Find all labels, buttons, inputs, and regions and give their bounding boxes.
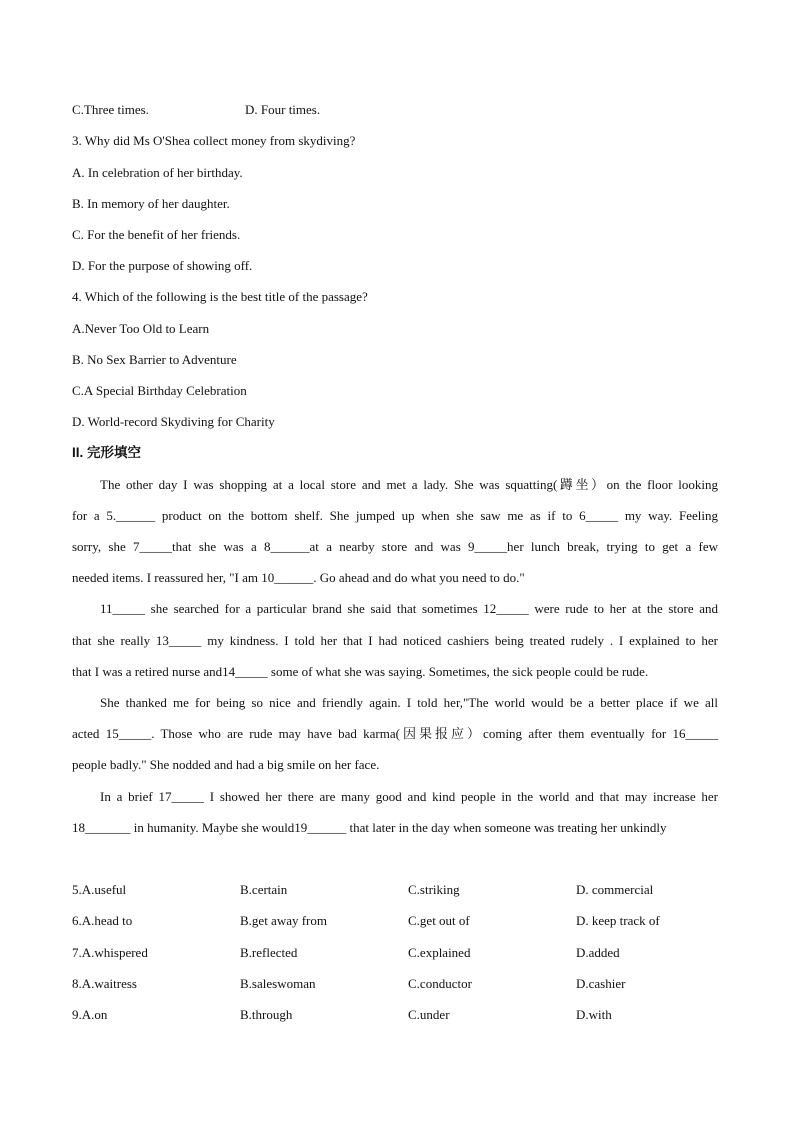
passage-line: The other day I was shopping at a local store and met a lady. She was squatting(蹲坐）on the floor looking bbox=[100, 477, 718, 492]
passage-line: sorry, she 7_____that she was a 8______at a nearby store and was 9_____her lunch break, trying to get a few bbox=[72, 539, 718, 554]
choice-option-d: D.with bbox=[576, 1007, 612, 1022]
choice-option-c: C.under bbox=[408, 1007, 450, 1022]
choice-option-b: B.get away from bbox=[240, 913, 328, 928]
section-title: II. 完形填空 bbox=[72, 445, 142, 460]
choice-option-c: C.striking bbox=[408, 882, 460, 897]
q4-option-a: A.Never Too Old to Learn bbox=[72, 321, 210, 336]
passage-line: people badly." She nodded and had a big smile on her face. bbox=[72, 757, 380, 772]
q2-option-c: C.Three times. bbox=[72, 102, 149, 117]
choice-option-d: D.cashier bbox=[576, 976, 626, 991]
choice-option-b: B.through bbox=[240, 1007, 293, 1022]
choice-option-c: C.get out of bbox=[408, 913, 470, 928]
q4-option-d: D. World-record Skydiving for Charity bbox=[72, 414, 275, 429]
passage-line: 11_____ she searched for a particular brand she said that sometimes 12_____ were rude to her at the store and bbox=[100, 601, 718, 616]
choice-option-a: 8.A.waitress bbox=[72, 976, 137, 991]
passage-line: In a brief 17_____ I showed her there are many good and kind people in the world and that may increase her bbox=[100, 789, 718, 804]
question-3: 3. Why did Ms O'Shea collect money from skydiving? bbox=[72, 133, 356, 148]
choice-option-d: D.added bbox=[576, 945, 620, 960]
choice-option-d: D. keep track of bbox=[576, 913, 660, 928]
q3-option-a: A. In celebration of her birthday. bbox=[72, 165, 243, 180]
choice-option-d: D. commercial bbox=[576, 882, 654, 897]
choice-row bbox=[72, 1006, 722, 1024]
choice-row bbox=[72, 944, 722, 962]
choice-option-b: B.reflected bbox=[240, 945, 298, 960]
choice-option-a: 5.A.useful bbox=[72, 882, 127, 897]
question-4: 4. Which of the following is the best title of the passage? bbox=[72, 289, 368, 304]
choice-row bbox=[72, 975, 722, 993]
choice-option-a: 9.A.on bbox=[72, 1007, 108, 1022]
passage-line: She thanked me for being so nice and friendly again. I told her,"The world would be a better place if we all bbox=[100, 695, 718, 710]
choice-row bbox=[72, 881, 722, 899]
passage-line: for a 5.______ product on the bottom shelf. She jumped up when she saw me as if to 6_____ my way. Feeling bbox=[72, 508, 718, 523]
choice-option-a: 7.A.whispered bbox=[72, 945, 148, 960]
choice-option-c: C.explained bbox=[408, 945, 471, 960]
choice-option-b: B.saleswoman bbox=[240, 976, 316, 991]
q3-option-c: C. For the benefit of her friends. bbox=[72, 227, 241, 242]
q3-option-b: B. In memory of her daughter. bbox=[72, 196, 230, 211]
passage-line: that she really 13_____ my kindness. I told her that I had noticed cashiers being treated rudely . I explained to her bbox=[72, 633, 718, 648]
q4-option-b: B. No Sex Barrier to Adventure bbox=[72, 352, 237, 367]
choice-option-c: C.conductor bbox=[408, 976, 472, 991]
choice-option-b: B.certain bbox=[240, 882, 288, 897]
passage-line: acted 15_____. Those who are rude may have bad karma(因果报应）coming after them eventually for 16_____ bbox=[72, 726, 718, 741]
q4-option-c: C.A Special Birthday Celebration bbox=[72, 383, 247, 398]
choice-row bbox=[72, 912, 722, 930]
q3-option-d: D. For the purpose of showing off. bbox=[72, 258, 253, 273]
q2-option-d: D. Four times. bbox=[245, 102, 321, 117]
choice-option-a: 6.A.head to bbox=[72, 913, 133, 928]
passage-line: that I was a retired nurse and14_____ some of what she was saying. Sometimes, the sick people could be rude. bbox=[72, 664, 649, 679]
passage-line: needed items. I reassured her, "I am 10______. Go ahead and do what you need to do." bbox=[72, 570, 525, 585]
passage-line: 18_______ in humanity. Maybe she would19______ that later in the day when someone was treating her unkindly bbox=[72, 820, 667, 835]
